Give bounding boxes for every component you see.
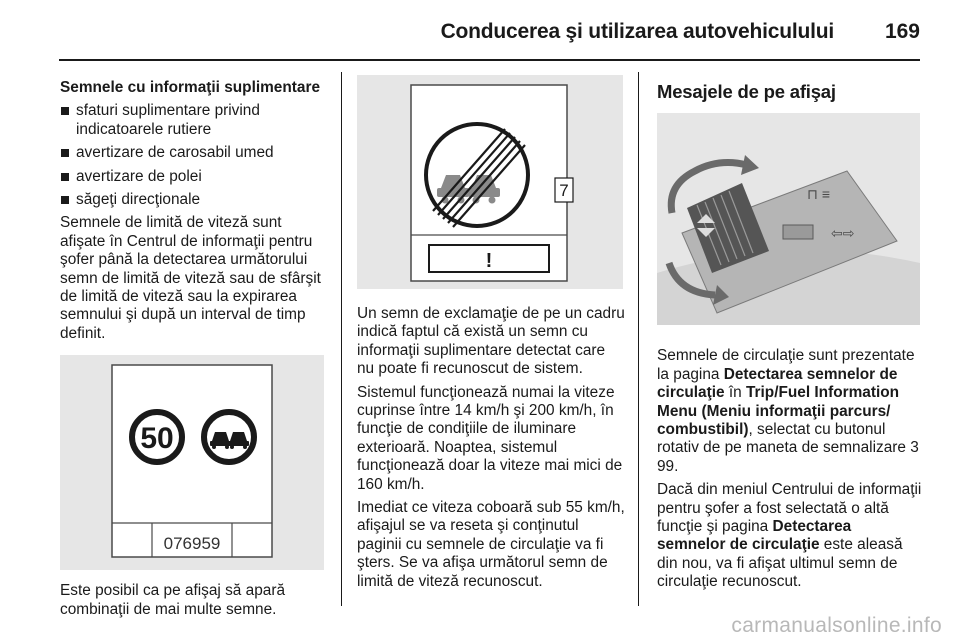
column-2 [357,75,625,596]
speed-limit-value: 50 [140,422,174,456]
paragraph: Este posibil ca pe afişaj să apară combinaţii de mai multe semne. [60,582,286,618]
turn-signal-lever-illustration [657,113,920,325]
paragraph: Imediat ce viteza coboară sub 55 km/h, afişajul se va reseta şi conţinutul paginii cu semnele de circulaţie va fi şters. Se va afişa următorul semn de limită de viteză recunoscut. [357,499,625,590]
speed-limit-display-illustration [60,355,324,570]
column-1 [60,79,330,624]
paragraph: Un semn de exclamaţie de pe un cadru indică faptul că există un semn cu informaţii suplimentare detectat care nu poate fi recunoscut de sistem. [357,305,625,378]
column-3 [657,83,923,597]
exclamation-mark: ! [485,250,493,272]
end-of-no-overtaking-illustration [357,75,623,289]
list-item: săgeţi direcţionale [60,191,330,209]
bullet-list [60,102,330,209]
list-item: avertizare de carosabil umed [60,144,330,162]
side-number: 7 [559,181,569,200]
paragraph: Semnele de limită de viteză sunt afişate în Centrul de informaţii pentru şofer până la detectarea următorului semn de limită de viteză sau de sfârşit de limită de viteză sau la expirarea semnului şi după un interval de timp definit. [60,214,321,342]
section-title: Mesajele de pe afişaj [657,81,836,102]
page-header [0,0,960,60]
subheading: Semnele cu informaţii suplimentare [60,79,321,96]
cross-reference-arrow-icon: 3 [910,439,919,457]
svg-text:⇦⇨: ⇦⇨ [831,225,855,242]
figure-speed-sign [60,355,324,570]
page-number: 169 [884,20,920,43]
watermark: carmanualsonline.info [731,614,942,637]
paragraph-display-location: Semnele de circulaţie sunt prezentate la pagina Detectarea semnelor de circulaţie în Trip/Fuel Information Menu (Meniu informaţii parcurs/ combustibil), selectat cu butonul rotativ de pe maneta de semnalizare 3 99. [657,347,919,475]
figure-code: 076959 [163,534,221,554]
paragraph: Sistemul funcţionează numai la viteze cuprinse între 14 km/h şi 200 km/h, în funcţie de condiţiile de iluminare exterioară. Noaptea, sistemul funcţionează doar la viteze mai mici de 160 km/h. [357,383,623,493]
paragraph-last-sign: Dacă din meniul Centrului de informaţii pentru şofer a fost selectată o altă funcţie şi pagina Detectarea semnelor de circulaţie este aleasă din nou, va fi afişat ultimul semn de circulaţie recunoscut. [657,481,922,591]
list-item: sfaturi suplimentare privind indicatoarele rutiere [60,102,330,139]
figure-turn-signal-lever [657,113,920,325]
column-divider-2 [638,72,639,606]
list-item: avertizare de polei [60,168,330,186]
header-divider [59,59,920,61]
svg-text:⊓ ≡: ⊓ ≡ [807,186,830,203]
column-divider-1 [341,72,342,606]
chapter-title: Conducerea şi utilizarea autovehiculului [440,20,834,43]
figure-end-of-overtaking-sign [357,75,623,289]
